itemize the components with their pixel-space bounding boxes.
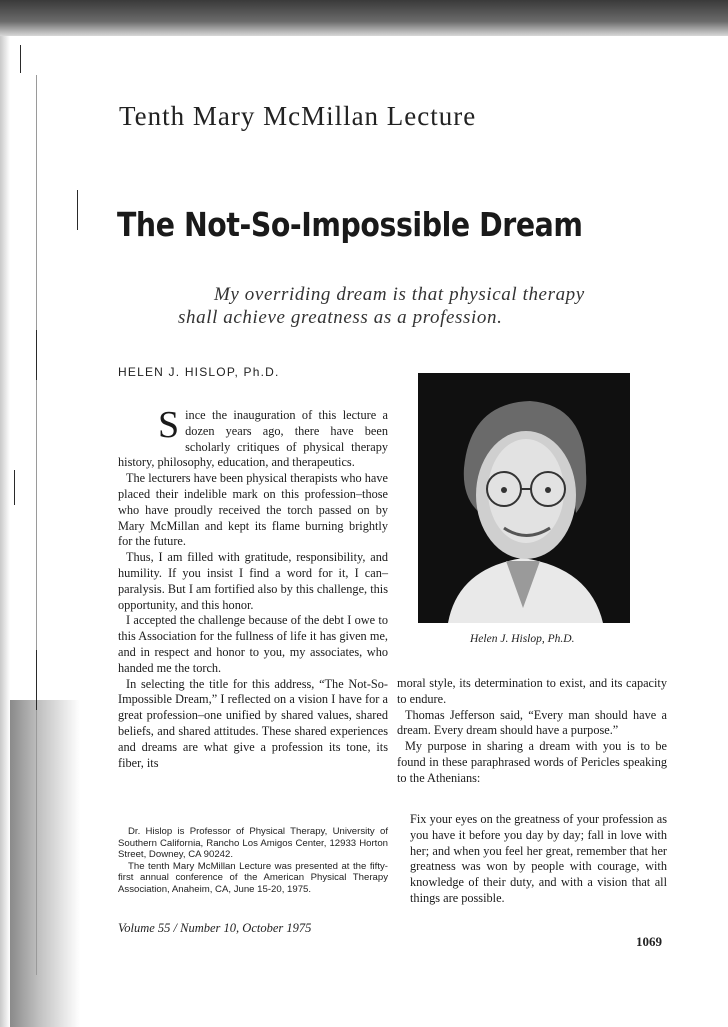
author-byline: HELEN J. HISLOP, Ph.D. <box>118 365 280 379</box>
subtitle-line: My overriding dream is that physical therapy <box>214 284 585 305</box>
page-number: 1069 <box>636 934 662 949</box>
scan-left-edge <box>0 36 10 1027</box>
drop-cap: S <box>158 404 180 446</box>
subtitle-line: shall achieve greatness as a profession. <box>178 307 503 328</box>
block-quote: Fix your eyes on the greatness of your profession as you have it before you day by day; fall in love with her; and when you feel her great, remember that her greatness was won by people with courage, with knowledge of their duty, and with a vision that all things are possible. <box>410 812 667 905</box>
journal-issue: Volume 55 / Number 10, October 1975 <box>118 921 312 935</box>
paragraph: Thus, I am filled with gratitude, responsibility, and humility. If you insist I find a word for it, I can–paralysis. But I am fortified also by this challenge, this opportunity, and this honor. <box>118 550 388 612</box>
author-portrait <box>418 373 630 623</box>
scan-top-edge <box>0 0 728 36</box>
paragraph: Thomas Jefferson said, “Every man should have a dream. Every dream should have a purpose.” <box>397 707 667 738</box>
lecture-series-heading: Tenth Mary McMillan Lecture <box>119 101 477 131</box>
margin-tick <box>14 470 15 505</box>
paragraph: moral style, its determination to exist, and its capacity to endure. <box>397 676 667 706</box>
paragraph <box>118 404 388 471</box>
photo-caption: Helen J. Hislop, Ph.D. <box>470 633 575 645</box>
paragraph: In selecting the title for this address, “The Not-So-Impossible Dream,” I reflected on a vision I have for a great profession–one unified by shared values, shared beliefs, and shared attitudes. These shared experiences and dreams are what give a profession its tone, its fiber, its <box>118 676 388 770</box>
portrait-image <box>418 373 630 623</box>
margin-tick <box>20 45 21 73</box>
footnote-paragraph: The tenth Mary McMillan Lecture was presented at the fifty-first annual conference of the American Physical Therapy Association, Anaheim, CA, June 15-20, 1975. <box>118 860 388 895</box>
margin-rule <box>36 75 37 975</box>
paragraph: I accepted the challenge because of the debt I owe to this Association for the fullness of life it has given me, and in respect and honor to you, my associates, who handed me the torch. <box>118 613 388 675</box>
author-footnote <box>118 826 388 895</box>
paragraph: The lecturers have been physical therapists who have placed their indelible mark on this profession–those who have proudly received the torch passed on by Mary McMillan and kept its flame burning brightly for the future. <box>118 471 388 549</box>
margin-tick <box>36 330 37 380</box>
footnote-paragraph: Dr. Hislop is Professor of Physical Therapy, University of Southern California, Rancho Los Amigos Center, 12933 Horton Street, Downey, CA 90242. <box>118 826 388 860</box>
binding-shadow <box>10 700 80 1027</box>
margin-tick <box>77 190 78 230</box>
body-column-right <box>397 676 667 787</box>
article-subtitle <box>178 283 678 329</box>
article-title: The Not-So-Impossible Dream <box>117 205 583 244</box>
paragraph-text: ince the inauguration of this lecture a dozen years ago, there have been scholarly critiques of physical therapy history, philosophy, education, and therapeutics. <box>118 408 388 470</box>
body-column-left <box>118 404 388 771</box>
margin-tick <box>36 650 37 710</box>
paragraph: My purpose in sharing a dream with you is to be found in these paraphrased words of Pericles speaking to the Athenians: <box>397 739 667 785</box>
